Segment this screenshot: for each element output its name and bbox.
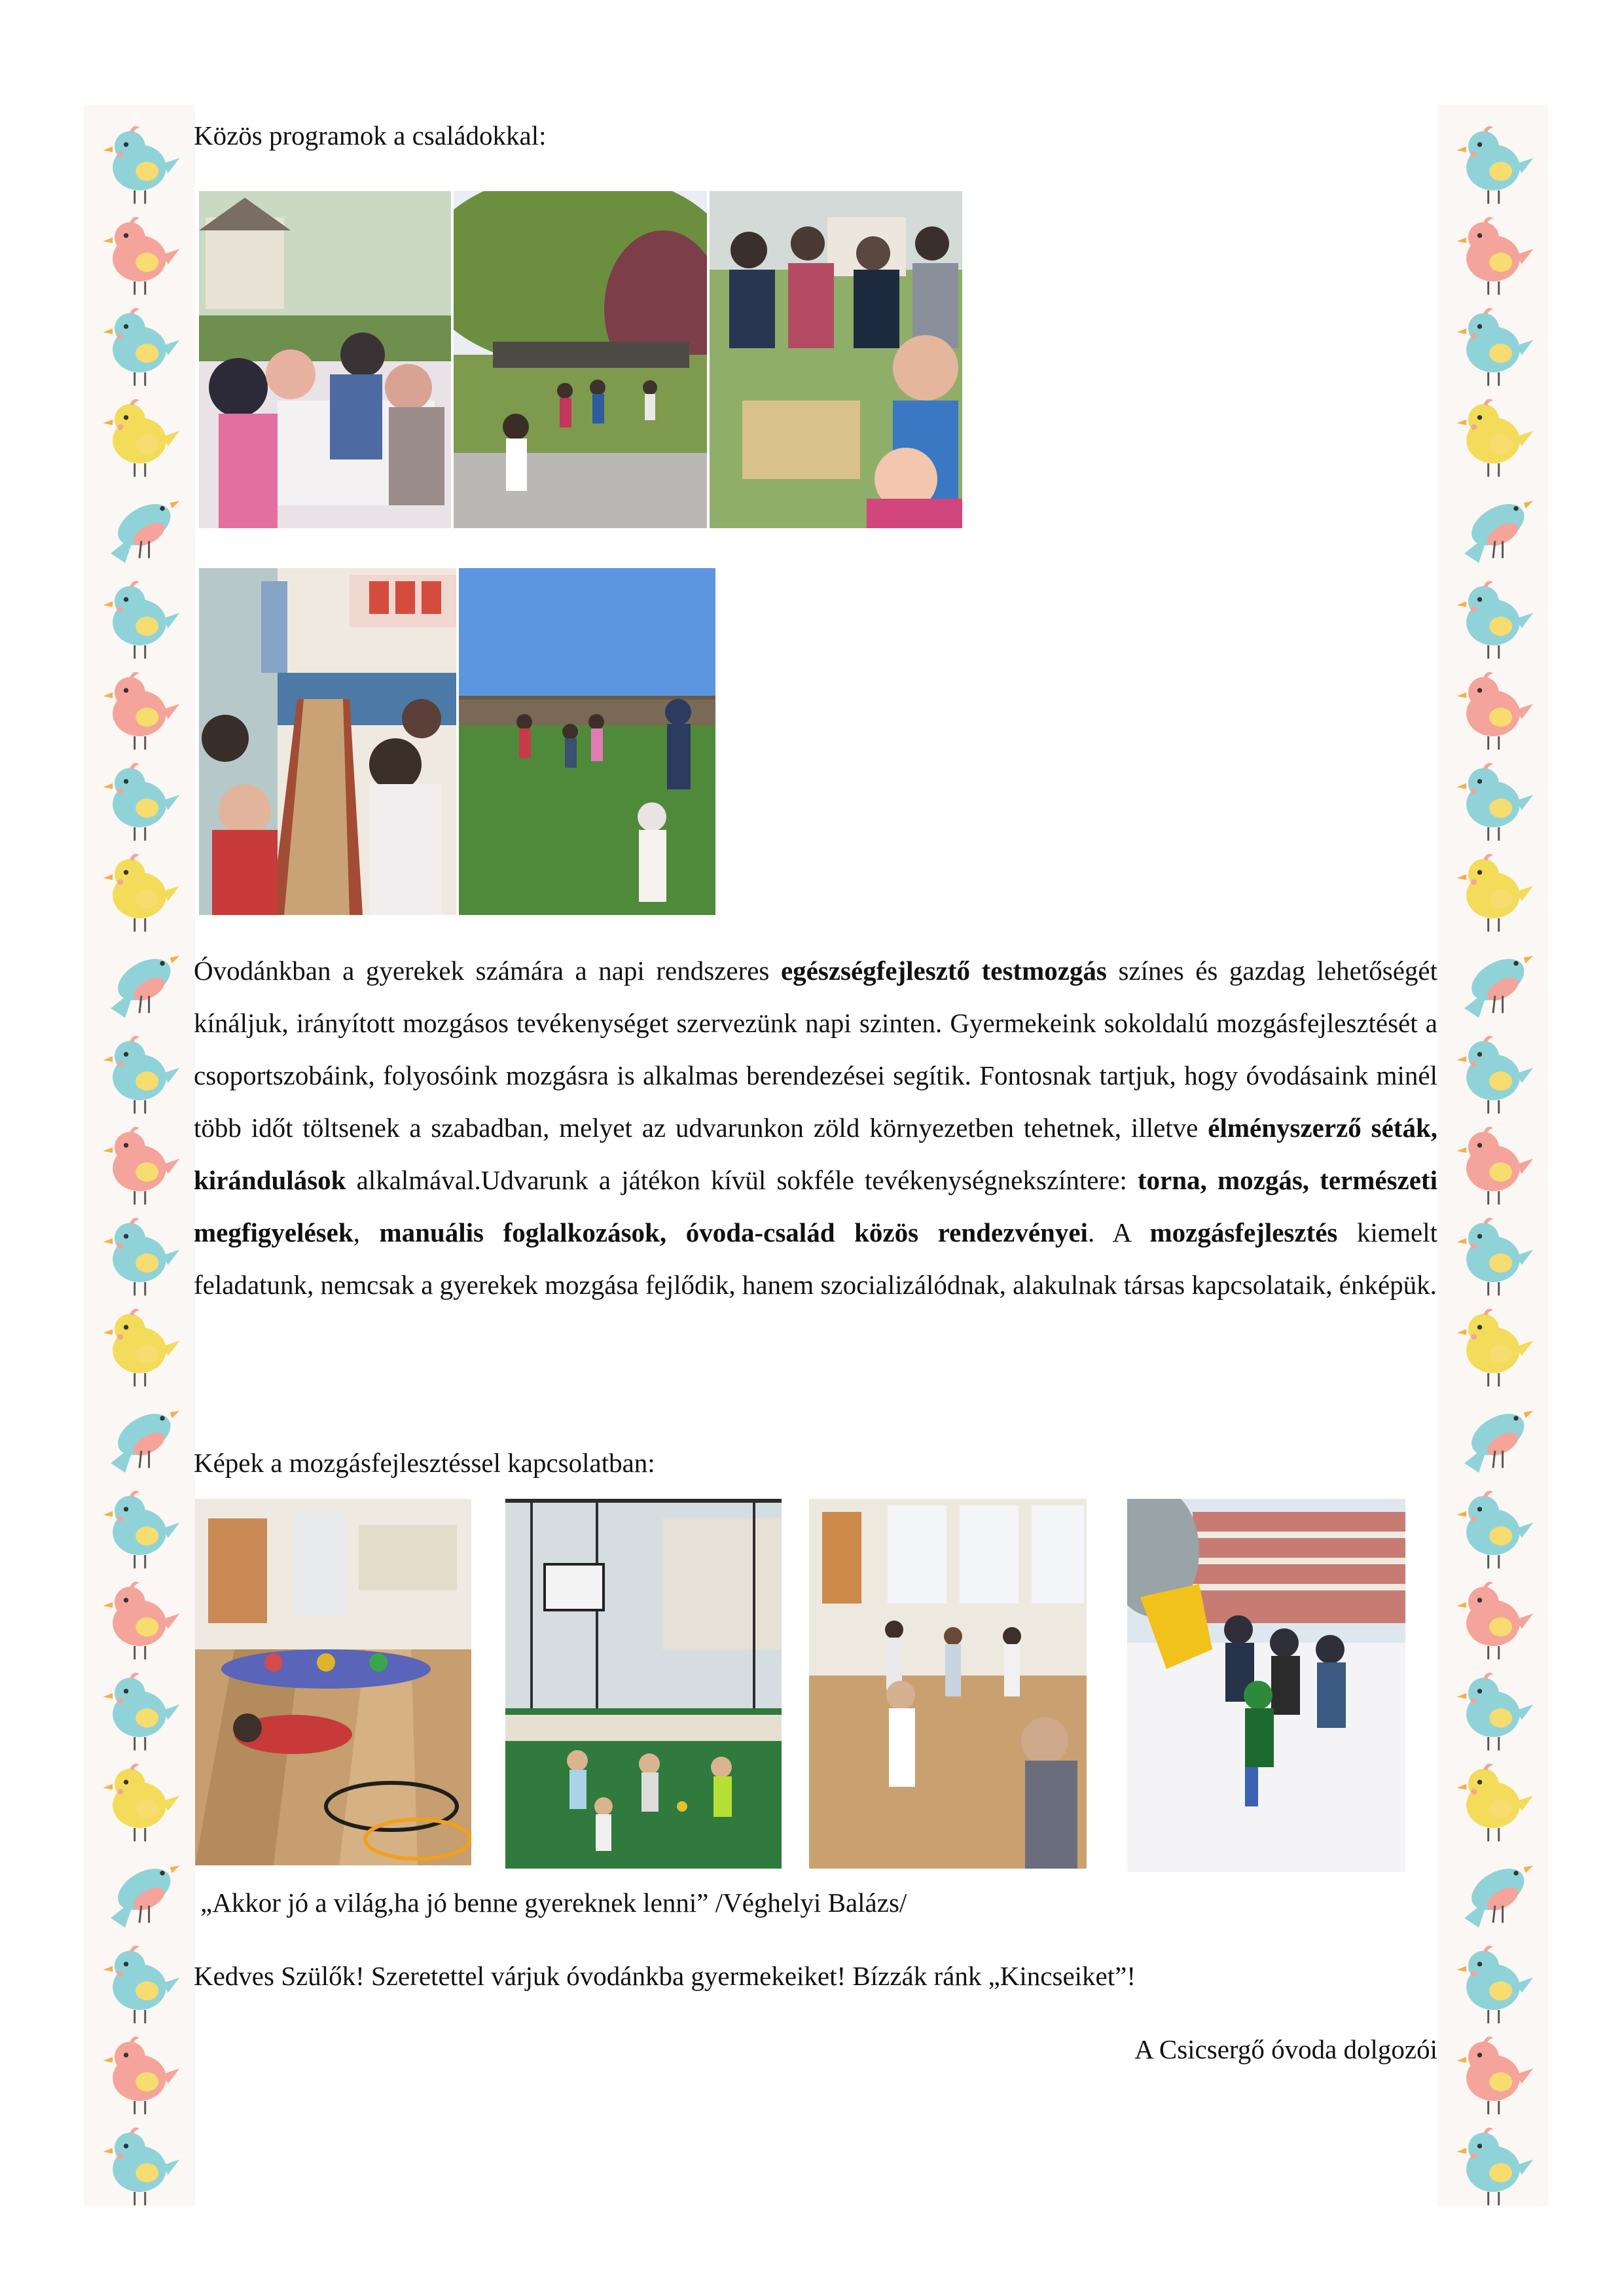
right-bird-border (1437, 105, 1549, 2206)
bird-icon (92, 1391, 187, 1487)
page-content (194, 0, 1437, 2296)
photo-meadow-excursion (459, 568, 715, 915)
bird-icon (92, 2028, 187, 2124)
quote: „Akkor jó a világ,ha jó benne gyereknek lenni” /Véghelyi Balázs/ (200, 1888, 907, 1918)
bird-icon (92, 846, 187, 941)
bird-icon (92, 1664, 187, 1760)
paragraph-bold-segment: élményszerző séták, kirándulások (194, 1113, 1437, 1195)
heading-movement-photos: Képek a mozgásfejlesztéssel kapcsolatban: (194, 1448, 655, 1478)
bird-icon (92, 1028, 187, 1123)
signature: A Csicsergő óvoda dolgozói (1134, 2034, 1437, 2064)
bird-icon (1445, 755, 1541, 850)
photo-corridor-crafts (199, 568, 456, 915)
bird-icon (1445, 1573, 1541, 1669)
bird-icon (92, 573, 187, 668)
paragraph-segment: kiemelt feladatunk, nemcsak a gyerekek mozgása fejlődik, hanem szocializálódnak, alakulnak társas kapcsolataik, énképük. (194, 1217, 1437, 1300)
bird-icon (92, 1119, 187, 1214)
photo-gym-tunnel (195, 1499, 471, 1865)
photo-sports-court (505, 1499, 782, 1869)
bird-icon (1445, 573, 1541, 668)
bird-icon (92, 482, 187, 577)
paragraph-bold-segment: torna, mozgás, természeti megfigyelések (194, 1165, 1437, 1247)
bird-icon (92, 209, 187, 304)
paragraph-bold-segment: mozgásfejlesztés (1149, 1217, 1338, 1247)
bird-icon (1445, 209, 1541, 304)
heading-family-programs: Közös programok a családokkal: (194, 120, 547, 151)
bird-icon (1445, 300, 1541, 395)
bird-icon (92, 300, 187, 395)
left-bird-border (84, 105, 195, 2206)
bird-icon (1445, 1028, 1541, 1123)
paragraph-segment: alkalmával.Udvarunk a játékon kívül sokféle tevékenységnekszíntere: (346, 1165, 1138, 1195)
bird-icon (92, 937, 187, 1032)
paragraph-bold-segment: egészségfejlesztő testmozgás (780, 956, 1107, 986)
bird-icon (1445, 1755, 1541, 1851)
bird-icon (92, 118, 187, 213)
paragraph-text (194, 944, 1437, 1311)
bird-icon (1445, 482, 1541, 577)
paragraph-segment: színes és gazdag lehetőségét kínáljuk, irányított mozgásos tevékenységet szervezünk napi szinten. Gyermekeink sokoldalú mozgásfejlesztését a csoportszobáink, folyosóink mozgásra is alkalmas berendezései segítik. Fontosnak tartjuk, hogy óvodásaink minél több időt töltsenek a szabadban, melyet az udvarunkon zöld környezetben tehetnek, illetve (194, 956, 1437, 1143)
bird-icon (1445, 846, 1541, 941)
bird-icon (92, 1573, 187, 1669)
bird-icon (1445, 1210, 1541, 1305)
greeting: Kedves Szülők! Szeretettel várjuk óvodánkba gyermekeiket! Bízzák ránk „Kincseiket”! (194, 1961, 1136, 1991)
bird-icon (1445, 391, 1541, 486)
bird-icon (92, 755, 187, 850)
photo-family-kids-food-table (710, 191, 962, 528)
bird-icon (92, 391, 187, 486)
paragraph-segment: . A (1087, 1217, 1150, 1247)
bird-icon (92, 1482, 187, 1578)
bird-icon (1445, 1300, 1541, 1396)
bird-icon (92, 1937, 187, 2033)
bird-icon (92, 1210, 187, 1305)
bird-icon (1445, 664, 1541, 759)
bird-icon (1445, 937, 1541, 1032)
bird-icon (92, 1755, 187, 1851)
paragraph-segment: , (353, 1217, 380, 1247)
paragraph-bold-segment: manuális foglalkozások, óvoda-család közös rendezvényei (379, 1217, 1088, 1247)
photo-snowy-yard (1127, 1499, 1405, 1872)
bird-icon (1445, 1391, 1541, 1487)
bird-icon (92, 1846, 187, 1942)
bird-icon (92, 1300, 187, 1396)
bird-icon (1445, 1482, 1541, 1578)
bird-icon (1445, 1664, 1541, 1760)
bird-icon (92, 2119, 187, 2206)
photo-family-yard-crowd (454, 191, 707, 528)
bird-icon (1445, 1937, 1541, 2033)
bird-icon (1445, 2119, 1541, 2206)
bird-icon (1445, 118, 1541, 213)
paragraph-segment: Óvodánkban a gyerekek számára a napi rendszeres (194, 956, 781, 986)
bird-icon (1445, 1846, 1541, 1942)
photo-gym-stretching (809, 1499, 1087, 1869)
bird-icon (92, 664, 187, 759)
bird-icon (1445, 2028, 1541, 2124)
photo-family-crafts-table (199, 191, 451, 528)
bird-icon (1445, 1119, 1541, 1214)
